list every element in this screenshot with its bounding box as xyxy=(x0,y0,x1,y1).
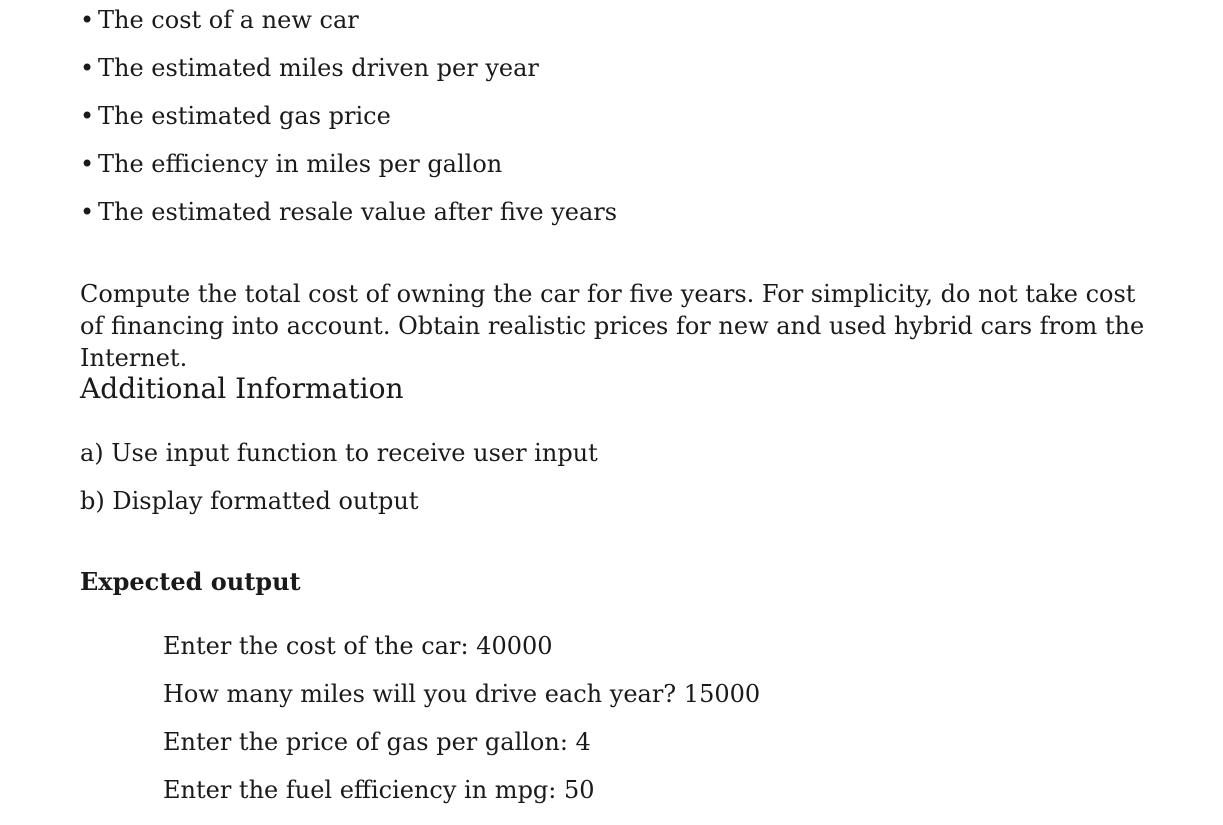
bullet-icon: • xyxy=(80,102,95,130)
additional-info-heading: Additional Information xyxy=(80,372,404,405)
requirement-item: b) Display formatted output xyxy=(80,487,419,515)
bullet-item xyxy=(80,4,617,52)
requirements-list xyxy=(80,437,598,533)
bullet-text: The estimated resale value after five years xyxy=(98,198,618,226)
bullet-text: The efficiency in miles per gallon xyxy=(98,150,503,178)
requirement-item: a) Use input function to receive user input xyxy=(80,439,598,467)
bullet-icon: • xyxy=(80,198,95,226)
output-line: Enter the price of gas per gallon: 4 xyxy=(163,728,591,756)
bullet-item xyxy=(80,196,617,244)
output-line: Enter the cost of the car: 40000 xyxy=(163,632,553,660)
output-line: How many miles will you drive each year? 15000 xyxy=(163,680,761,708)
instructions-paragraph: Compute the total cost of owning the car for five years. For simplicity, do not take cost of financing into account. Obtain realistic prices for new and used hybrid cars from the Internet. xyxy=(80,280,1145,372)
bullet-item xyxy=(80,100,617,148)
bullet-icon: • xyxy=(80,150,95,178)
bullet-item xyxy=(80,148,617,196)
output-line: Enter the fuel efficiency in mpg: 50 xyxy=(163,776,595,804)
bullet-icon: • xyxy=(80,54,95,82)
expected-output-heading: Expected output xyxy=(80,567,301,596)
bullet-text: The estimated miles driven per year xyxy=(98,54,539,82)
bullet-text: The estimated gas price xyxy=(98,102,391,130)
bullet-icon: • xyxy=(80,6,95,34)
bullet-item xyxy=(80,52,617,100)
input-bullet-list xyxy=(80,4,617,244)
expected-output-block xyxy=(163,630,760,822)
bullet-text: The cost of a new car xyxy=(98,6,359,34)
